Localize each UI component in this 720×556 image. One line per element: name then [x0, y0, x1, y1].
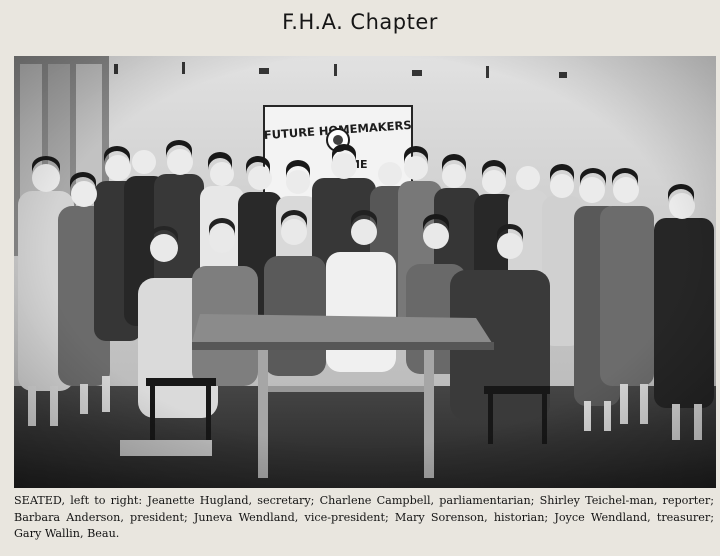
photo-caption: SEATED, left to right: Jeanette Hugland, secretary; Charlene Campbell, parliamentarian; Shirley Teichel-man, reporter; Barbara Anderson, president; Juneva Wendland, vice-president; Mary Sorenson, historian; Joyce Wendland, treasurer; Gary Wallin, Beau. — [14, 494, 714, 540]
group-photograph — [14, 56, 716, 488]
photo-scene — [14, 56, 716, 488]
page-title: F.H.A. Chapter — [282, 10, 438, 34]
